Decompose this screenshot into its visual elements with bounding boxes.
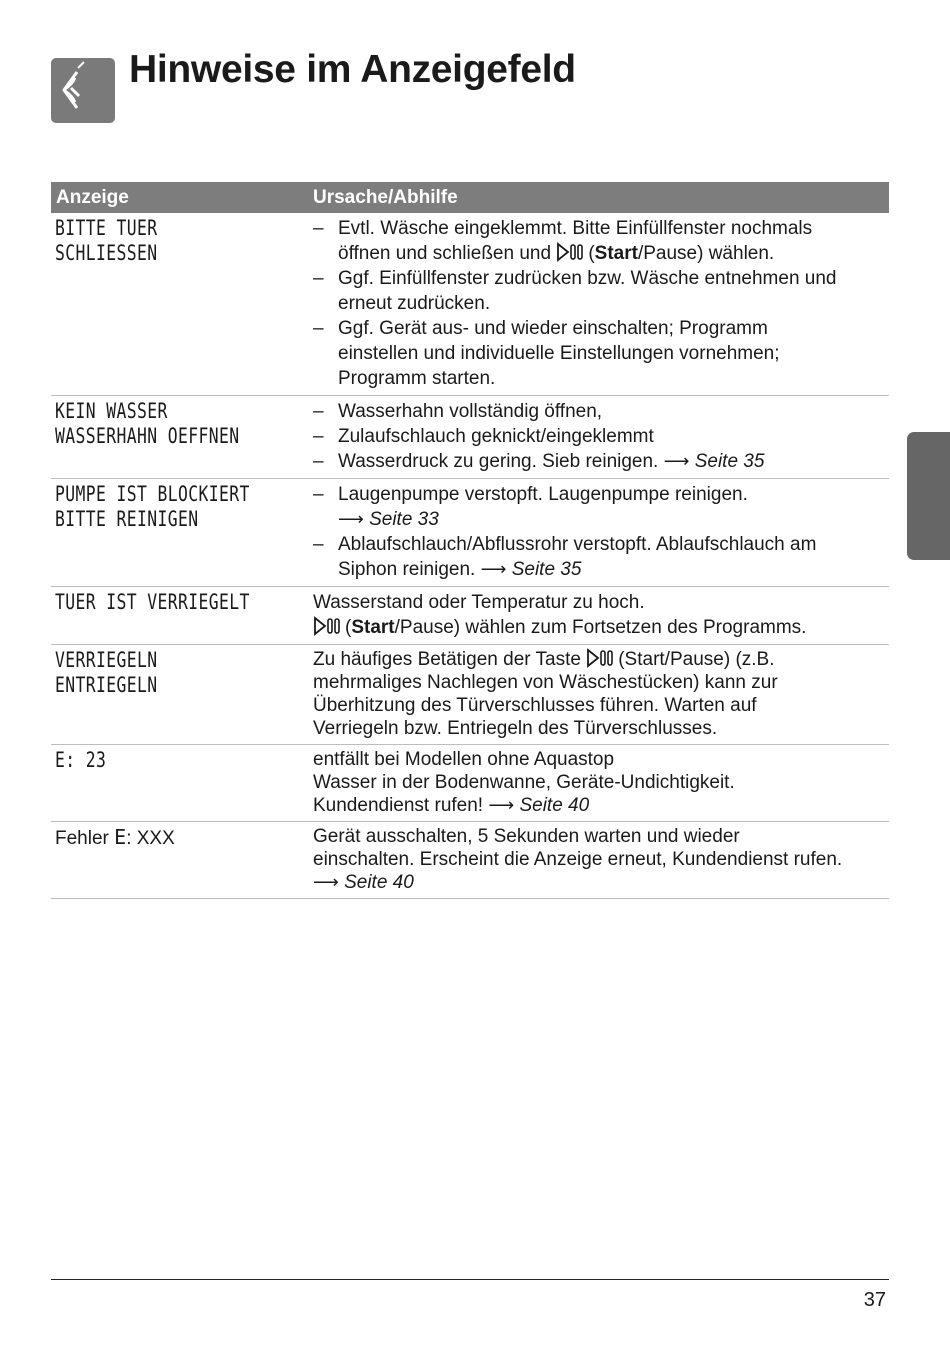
- page-number: 37: [863, 1289, 886, 1311]
- list-item: [313, 449, 889, 474]
- display-cell: [51, 822, 307, 899]
- display-cell: [51, 479, 307, 587]
- lcd-text: TUER IST VERRIEGELT: [55, 590, 250, 614]
- cause-cell: [307, 822, 889, 899]
- arrow-right-icon: ⟶: [313, 872, 339, 892]
- footer-rule: [51, 1279, 889, 1280]
- display-suffix: : XXX: [126, 828, 175, 849]
- lcd-text: BITTE TUER: [55, 216, 158, 240]
- text-fragment: Kundendienst rufen!: [313, 795, 484, 816]
- display-cell: [51, 396, 307, 479]
- text-line: – Evtl. Wäsche eingeklemmt. Bitte Einfüllfenster nochmals: [338, 218, 813, 239]
- lcd-text: WASSERHAHN OEFFNEN: [55, 424, 240, 448]
- display-cell: [51, 213, 307, 396]
- list-item: – Zulaufschlauch geknickt/eingeklemmt: [313, 424, 889, 449]
- list-item: [313, 532, 889, 582]
- text-fragment: (Start/Pause) (z.B.: [618, 649, 775, 670]
- cause-cell: [307, 587, 889, 645]
- text-line: einschalten. Erscheint die Anzeige erneut, Kundendienst rufen.: [313, 849, 843, 870]
- table-header-row: [51, 182, 889, 213]
- text-line: Programm starten.: [338, 368, 496, 389]
- text-line: Überhitzung des Türverschlusses führen. Warten auf: [313, 695, 757, 716]
- table-row: [51, 645, 889, 745]
- column-header-cause: Ursache/Abhilfe: [307, 182, 889, 213]
- text-line: Verriegeln bzw. Entriegeln des Türverschlusses.: [313, 718, 718, 739]
- text-line: entfällt bei Modellen ohne Aquastop: [313, 749, 615, 770]
- start-label: Start: [351, 617, 395, 638]
- start-pause-icon: [586, 648, 616, 668]
- start-pause-icon: [556, 242, 586, 262]
- display-prefix: Fehler: [55, 828, 109, 849]
- lcd-text: E: 23: [55, 748, 107, 772]
- text-line: – Ggf. Einfüllfenster zudrücken bzw. Wäsche entnehmen und: [338, 268, 837, 289]
- cause-cell: [307, 745, 889, 822]
- text-fragment: /Pause) wählen zum Fortsetzen des Programms.: [394, 617, 807, 638]
- cause-cell: [307, 645, 889, 745]
- display-cell: [51, 745, 307, 822]
- text-line: Wasserstand oder Temperatur zu hoch.: [313, 592, 645, 613]
- page-reference: Seite 40: [519, 795, 590, 816]
- page-reference: Seite 40: [344, 872, 414, 893]
- text-line: [313, 871, 889, 894]
- text-line: [338, 557, 889, 582]
- text-line: – Laugenpumpe verstopft. Laugenpumpe reinigen.: [338, 484, 748, 505]
- lcd-text: BITTE REINIGEN: [55, 507, 199, 531]
- text-line: Gerät ausschalten, 5 Sekunden warten und wieder: [313, 826, 740, 847]
- display-hints-table: [51, 182, 889, 899]
- eye-icon-box: [51, 58, 115, 123]
- display-cell: [51, 645, 307, 745]
- lcd-text: SCHLIESSEN: [55, 241, 158, 265]
- text-line: [338, 507, 889, 532]
- arrow-right-icon: ⟶: [488, 795, 515, 815]
- text-fragment: Siphon reinigen.: [338, 559, 476, 580]
- eye-icon: [51, 58, 115, 123]
- text-line: – Ggf. Gerät aus- und wieder einschalten; Programm: [338, 318, 768, 339]
- lcd-code: E: [114, 825, 127, 849]
- page-reference: Seite 33: [369, 509, 439, 530]
- page-reference: Seite 35: [511, 559, 582, 580]
- text-line: mehrmaliges Nachlegen von Wäschestücken) kann zur: [313, 672, 778, 693]
- text-line: öffnen und schließen und (Start/Pause) wählen.: [338, 243, 775, 264]
- lcd-text: PUMPE IST BLOCKIERT: [55, 482, 250, 506]
- table-row: [51, 479, 889, 587]
- table-row: [51, 213, 889, 396]
- arrow-right-icon: ⟶: [480, 559, 507, 579]
- table-row: [51, 396, 889, 479]
- list-item: [313, 316, 889, 391]
- text-line: Wasser in der Bodenwanne, Geräte-Undichtigkeit.: [313, 772, 735, 793]
- arrow-right-icon: ⟶: [663, 451, 690, 471]
- text-fragment: Wasserdruck zu gering. Sieb reinigen.: [338, 451, 659, 472]
- text-fragment: öffnen und schließen und: [338, 243, 552, 264]
- page-reference: Seite 35: [694, 451, 765, 472]
- cause-cell: [307, 213, 889, 396]
- display-cell: [51, 587, 307, 645]
- text-fragment: /Pause) wählen.: [637, 243, 775, 264]
- list-item: [313, 216, 889, 266]
- cause-cell: [307, 479, 889, 587]
- table-row: [51, 822, 889, 899]
- text-line: [313, 648, 889, 671]
- text-line: einstellen und individuelle Einstellungen vornehmen;: [338, 343, 780, 364]
- lcd-text: KEIN WASSER: [55, 399, 168, 423]
- lcd-text: ENTRIEGELN: [55, 673, 158, 697]
- list-item: – Wasserhahn vollständig öffnen,: [313, 399, 889, 424]
- list-item: [313, 266, 889, 316]
- text-line: (Start/Pause) wählen zum Fortsetzen des Programms.: [313, 615, 889, 640]
- lcd-text: VERRIEGELN: [55, 648, 158, 672]
- text-line: erneut zudrücken.: [338, 293, 491, 314]
- start-pause-icon: [313, 616, 343, 636]
- arrow-right-icon: ⟶: [338, 509, 364, 529]
- list-item: [313, 482, 889, 532]
- cause-cell: [307, 396, 889, 479]
- text-fragment: Zu häufiges Betätigen der Taste: [313, 649, 581, 670]
- side-tab-marker: [907, 432, 950, 560]
- page-title: Hinweise im Anzeigefeld: [129, 48, 576, 91]
- table-row: [51, 745, 889, 822]
- text-line: [313, 794, 889, 817]
- column-header-display: Anzeige: [51, 182, 307, 213]
- table-row: [51, 587, 889, 645]
- start-label: Start: [594, 243, 638, 264]
- text-line: – Ablaufschlauch/Abflussrohr verstopft. Ablaufschlauch am: [338, 534, 817, 555]
